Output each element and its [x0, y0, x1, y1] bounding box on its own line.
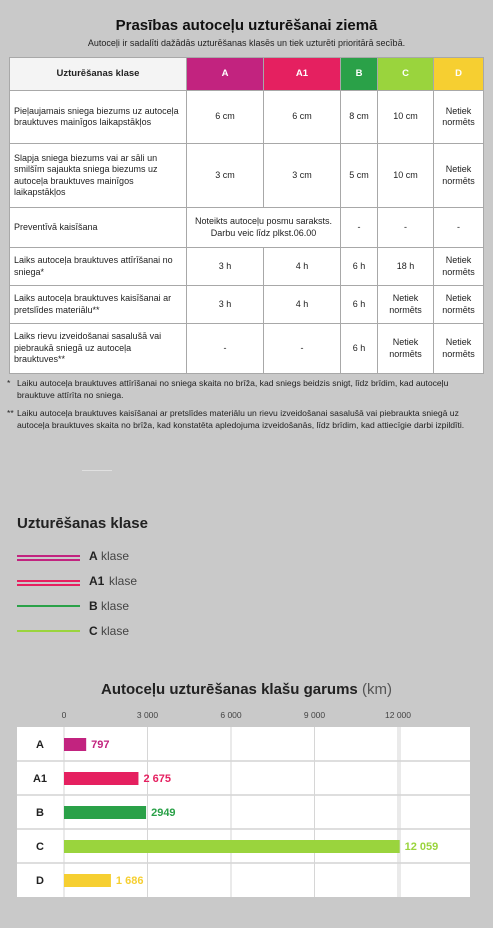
table-cell: 3 cm: [264, 144, 341, 208]
table-cell: 4 h: [264, 286, 341, 324]
table-cell: 6 h: [341, 286, 378, 324]
legend-word: klase: [101, 624, 130, 638]
table-header-label: Uzturēšanas klase: [10, 58, 187, 91]
row-label: Laiks autoceļa brauktuves attīrīšanai no sniega*: [10, 248, 187, 286]
footnote-mark: *: [7, 378, 11, 388]
legend-letter: A1: [89, 574, 105, 588]
table-cell: Netiek normēts: [434, 144, 484, 208]
legend-item-a1: [17, 574, 217, 590]
table-cell: -: [378, 208, 434, 248]
table-cell: 10 cm: [378, 144, 434, 208]
row-label: Pieļaujamais sniega biezums uz autoceļa brauktuves mainīgos laikapstākļos: [10, 91, 187, 144]
x-tick-label: 6 000: [220, 710, 242, 720]
table-cell: Netiek normēts: [378, 286, 434, 324]
table-row: [10, 286, 484, 324]
table-cell: 8 cm: [341, 91, 378, 144]
table-cell: -: [434, 208, 484, 248]
table-row: [10, 324, 484, 374]
table-cell: 3 cm: [187, 144, 264, 208]
category-label: D: [36, 875, 44, 887]
x-tick-label: 3 000: [136, 710, 159, 720]
bar: [64, 772, 138, 785]
table-cell: 5 cm: [341, 144, 378, 208]
table-col-header: B: [341, 58, 378, 91]
legend-letter: C: [89, 624, 98, 638]
table-cell: -: [264, 324, 341, 374]
table-row: [10, 91, 484, 144]
table-col-header: D: [434, 58, 484, 91]
legend-word: klase: [101, 599, 130, 613]
legend-title: Uzturēšanas klase: [17, 515, 148, 532]
bar: [64, 840, 400, 853]
bar: [64, 874, 111, 887]
footnote-text: Laiku autoceļa brauktuves attīrīšanai no sniega skaita no brīža, kad sniegs beidzis snigt, līdz brīdim, kad autoceļu brauktuve attīrīta no sniega.: [17, 378, 449, 400]
footnote: [7, 407, 477, 431]
legend-line: [17, 630, 80, 632]
table-cell: Netiek normēts: [434, 91, 484, 144]
row-label: Preventīvā kaisīšana: [10, 208, 187, 248]
legend-item-c: [17, 624, 217, 640]
table-cell: Netiek normēts: [378, 324, 434, 374]
table-cell: 6 h: [341, 248, 378, 286]
footnote-text: Laiku autoceļa brauktuves kaisīšanai ar pretslīdes materiālu un rievu izveidošanai sasalušā vai piebraukta sniegā uz autoceļa brauktuves skaita no brīža, kad konstatēta apledojuma izveidošanās, līdz brīdim, kad attiecīgie darbi izpildīti.: [17, 408, 465, 430]
legend-letter: B: [89, 599, 98, 613]
table-cell: -: [341, 208, 378, 248]
legend-letter: A: [89, 549, 98, 563]
divider: [82, 470, 112, 471]
legend-item-b: [17, 599, 217, 615]
table-col-header: A1: [264, 58, 341, 91]
table-cell: 18 h: [378, 248, 434, 286]
legend-word: klase: [109, 574, 138, 588]
category-label: A1: [32, 773, 48, 785]
table-cell: 6 cm: [187, 91, 264, 144]
data-label: 797: [91, 739, 110, 751]
legend-word: klase: [101, 549, 130, 563]
x-tick-label: 0: [61, 710, 67, 720]
row-label: Laiks autoceļa brauktuves kaisīšanai ar pretslīdes materiālu**: [10, 286, 187, 324]
category-label: C: [36, 841, 44, 853]
data-label: 2949: [151, 807, 176, 819]
page-title: Prasības autoceļu uzturēšanai ziemā: [115, 17, 378, 34]
chart-title-unit: (km): [361, 681, 392, 698]
table-row: [10, 208, 484, 248]
chart-title: [0, 681, 493, 698]
legend-line: [17, 580, 80, 582]
row-label: Slapja sniega biezums vai ar sāli un smilšīm sajaukta sniega biezums uz autoceļa brauktuves mainīgos laikapstākļos: [10, 144, 187, 208]
legend-line: [17, 605, 80, 607]
legend-line: [17, 555, 80, 557]
table-cell: 3 h: [187, 286, 264, 324]
data-label: 2 675: [143, 773, 171, 785]
bar: [64, 806, 146, 819]
table-cell: Netiek normēts: [434, 248, 484, 286]
data-label: 12 059: [404, 841, 439, 853]
table-cell: -: [187, 324, 264, 374]
table-cell-merged: Noteikts autoceļu posmu saraksts. Darbu veic līdz plkst.06.00: [187, 208, 341, 248]
table-cell: 6 h: [341, 324, 378, 374]
table-cell: 4 h: [264, 248, 341, 286]
table-cell: 10 cm: [378, 91, 434, 144]
chart-title-text: Autoceļu uzturēšanas klašu garums: [101, 681, 358, 698]
x-tick-label: 12 000: [385, 710, 411, 720]
page-subtitle: Autoceļi ir sadalīti dažādās uzturēšanas klasēs un tiek uzturēti prioritārā secībā.: [87, 38, 406, 48]
data-label: 1 686: [115, 875, 144, 887]
table-row: [10, 248, 484, 286]
row-label: Laiks rievu izveidošanai sasalušā vai piebraukā sniegā uz autoceļa brauktuves**: [10, 324, 187, 374]
category-label: A: [36, 739, 44, 751]
footnote: [7, 377, 477, 401]
table-cell: 3 h: [187, 248, 264, 286]
table-cell: Netiek normēts: [434, 286, 484, 324]
table-col-header: A: [187, 58, 264, 91]
category-label: B: [36, 807, 44, 819]
table-header-row: [10, 58, 484, 91]
table-cell: Netiek normēts: [434, 324, 484, 374]
legend-item-a: [17, 549, 217, 565]
bar: [64, 738, 86, 751]
table-cell: 6 cm: [264, 91, 341, 144]
x-tick-label: 9 000: [303, 710, 326, 720]
table-row: [10, 144, 484, 208]
footnote-mark: **: [7, 408, 14, 418]
bar-chart: [0, 705, 493, 905]
table-col-header: C: [378, 58, 434, 91]
requirements-table: [9, 57, 484, 374]
